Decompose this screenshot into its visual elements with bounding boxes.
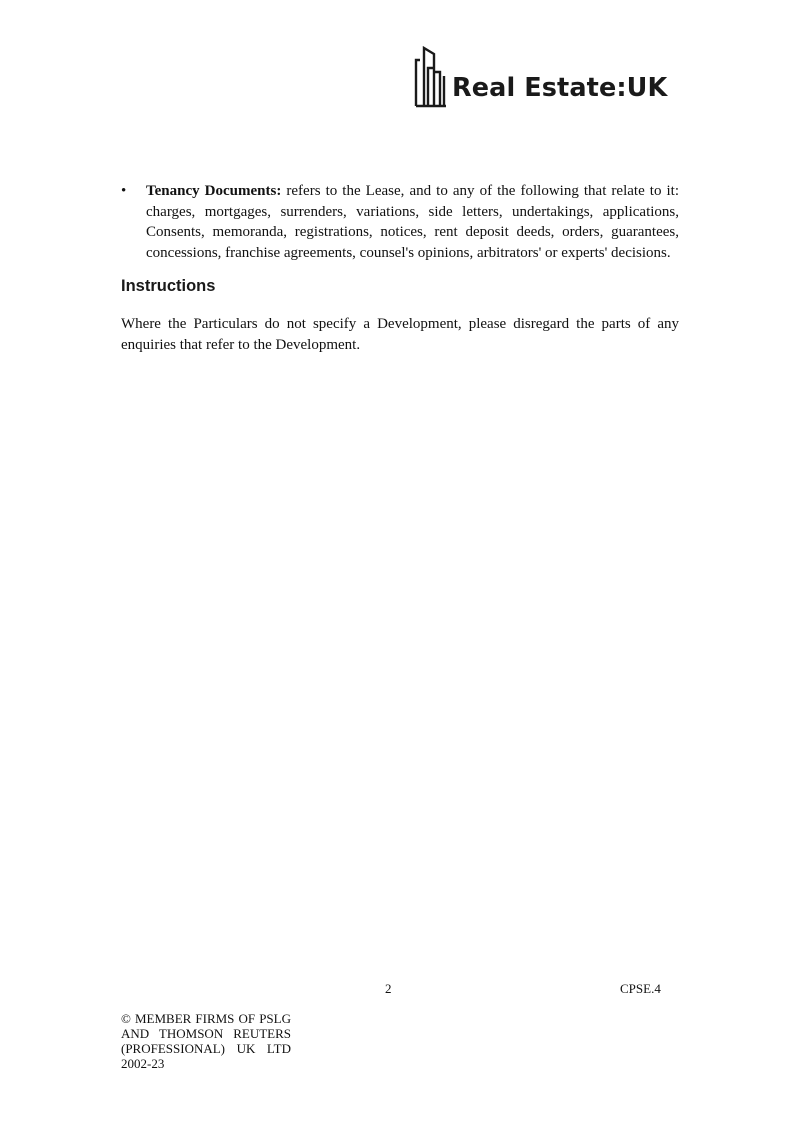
document-code: CPSE.4 <box>620 981 661 996</box>
brand-logo <box>414 46 667 108</box>
definition-body: refers to the Lease, and to any of the following that relate to it: charges, mortgages, surrenders, variations, side letters, undertakings, applications, Consents, memoranda, registrations, notices, rent deposit deeds, orders, guarantees, concessions, franchise agreements, counsel's opinions, arbitrators' or experts' decisions. <box>146 183 680 261</box>
copyright-line: (PROFESSIONAL) UK LTD <box>121 1041 291 1056</box>
copyright-line: AND THOMSON REUTERS <box>121 1026 291 1041</box>
instructions-paragraph: Where the Particulars do not specify a Development, please disregard the parts of any enquiries that refer to the Development. <box>121 316 679 353</box>
logo-wordmark: Real Estate:UK <box>452 72 668 103</box>
building-skyline-icon <box>414 46 448 108</box>
definition-text <box>146 181 679 263</box>
definition-list-item <box>121 181 679 263</box>
copyright-notice <box>121 1011 291 1071</box>
page-number: 2 <box>385 981 392 996</box>
section-heading-instructions: Instructions <box>121 277 216 295</box>
copyright-line: 2002-23 <box>121 1056 165 1071</box>
copyright-line: © MEMBER FIRMS OF PSLG <box>121 1011 291 1026</box>
bullet-icon: • <box>121 183 127 199</box>
definition-term: Tenancy Documents: <box>146 183 282 199</box>
